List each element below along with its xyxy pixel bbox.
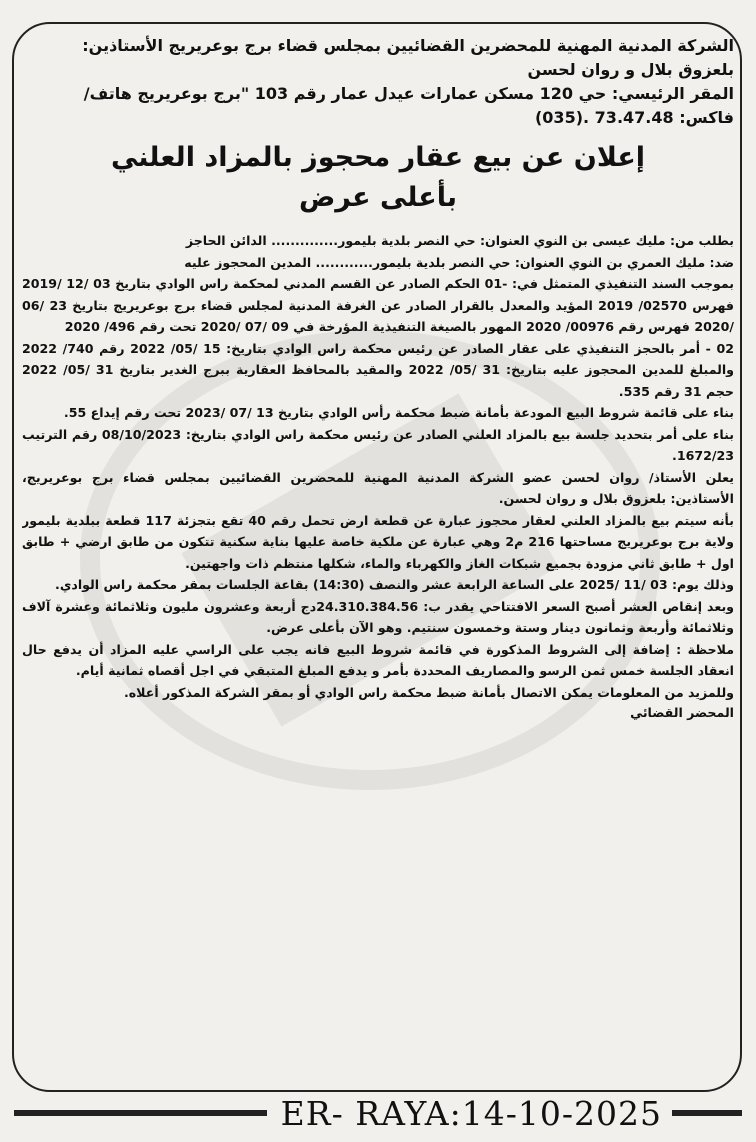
signature: المحضر القضائي [630, 705, 734, 720]
footer-banner [0, 1092, 756, 1134]
footer-label: ER- RAYA:14-10-2025 [280, 1093, 662, 1133]
seizure-order-paragraph: 02 - أمر بالحجز التنفيذي على عقار الصادر عن رئيس محكمة راس الوادي بتاريخ: 15 /05/ 2022 رقم 740/ 2022 والمبلغ للمدين المحجوز عليه بتاريخ: 31 /05/ 2022 والمقيد بالمحافظ العقارية ببرج الغدير بتاريخ 31 /05/ 2022 حجم 31 رقم 535. [22, 340, 734, 399]
company-fax: فاكس: 73.47.48 .(035) [534, 108, 734, 127]
executive-title-paragraph: بموجب السند التنفيذي المتمثل في: -01 الحكم الصادر عن القسم المدني لمحكمة راس الوادي بتاريخ 03 /12 /2019 فهرس 02570/ 2019 المؤيد والمعدل بالقرار الصادر عن الغرفة المدنية لمجلس قضاء برج بوعريريج بتاريخ 23 /06 /2020 فهرس رقم 00976/ 2020 المهور بالصيغة التنفيذية المؤرخة في 09 /07 /2020 تحت رقم 496/ 2020 [22, 276, 734, 334]
property-description-paragraph: بأنه سيتم بيع بالمزاد العلني لعقار محجوز عبارة عن قطعة ارض تحمل رقم 40 تقع بتجزئة 117 قطعة ببلدية بليمور ولاية برج بوعريريج مساحتها 216 م2 وهي عبارة عن ملكية خاصة عليها بناية سكنية تتكون من طابق ارضي + طابق اول + طابق ثاني مزودة بجميع شبكات الغاز والكهرباء والماء، شكلها منتظم ذات واجهتين. [22, 512, 734, 571]
notice-subtitle: بأعلى عرض [298, 182, 458, 213]
opening-price-paragraph: وبعد إنقاص العشر أصبح السعر الافتتاحي يقدر ب: 24.310.384.56دج أربعة وعشرون مليون وثلاثمائة وعشرة آلاف وثلاثمائة وأربعة وثمانون دينار وستة وخمسون سنتيم. وهو الآن بأعلى عرض. [22, 598, 734, 635]
note-paragraph: ملاحظة : إضافة إلى الشروط المذكورة في قائمة شروط البيع فانه يجب على الراسي عليه المزاد أن يدفع حال انعقاد الجلسة خمس ثمن الرسو والمصاريف المحددة بأمر و يدفع المبلغ المتبقي في اجل أقصاه ثمانية أيام. [22, 641, 734, 678]
footer-left-bar [14, 1110, 267, 1116]
sale-date-paragraph: وذلك يوم: 03 /11 /2025 على الساعة الرابعة عشر والنصف (14:30) بقاعة الجلسات بمقر محكمة راس الوادي. [55, 577, 734, 592]
company-address: المقر الرئيسي: حي 120 مسكن عمارات عيدل عمار رقم 103 "برج بوعريريج هاتف/ [83, 84, 734, 103]
notice-content [22, 34, 734, 1084]
contact-paragraph: وللمزيد من المعلومات يمكن الاتصال بأمانة ضبط محكمة راس الوادي أو بمقر الشركة المذكور أعلاه. [123, 684, 734, 700]
debtor-line: ضد: مليك العمري بن النوي العنوان: حي النصر بلدية بليمور............ المدين المحجوز عليه [184, 254, 734, 270]
sale-conditions-paragraph: بناء على قائمة شروط البيع المودعة بأمانة ضبط محكمة رأس الوادي بتاريخ 13 /07 /2023 تحت رقم إيداع 55. [63, 405, 734, 420]
footer-right-bar [672, 1110, 742, 1116]
company-name: الشركة المدنية المهنية للمحضرين القضائيين بمجلس قضاء برج بوعريريج الأستاذين: [82, 36, 734, 55]
bailiff-names: بلعزوق بلال و روان لحسن [527, 60, 734, 79]
notice-title: إعلان عن بيع عقار محجوز بالمزاد العلني [110, 142, 646, 173]
hearing-order-paragraph: بناء على أمر بتحديد جلسة بيع بالمزاد العلني الصادر عن رئيس محكمة راس الوادي بتاريخ: 08/10/2023 رقم الترتيب 1672/23. [22, 426, 734, 463]
announcer-paragraph: يعلن الأستاذ/ روان لحسن عضو الشركة المدنية المهنية للمحضرين القضائيين بمجلس قضاء برج بوعريريج، الأستاذين: بلعزوق بلال و روان لحسن. [22, 469, 734, 506]
creditor-line: بطلب من: مليك عيسى بن النوي العنوان: حي النصر بلدية بليمور.............. الدائن الحاجز [185, 233, 734, 248]
